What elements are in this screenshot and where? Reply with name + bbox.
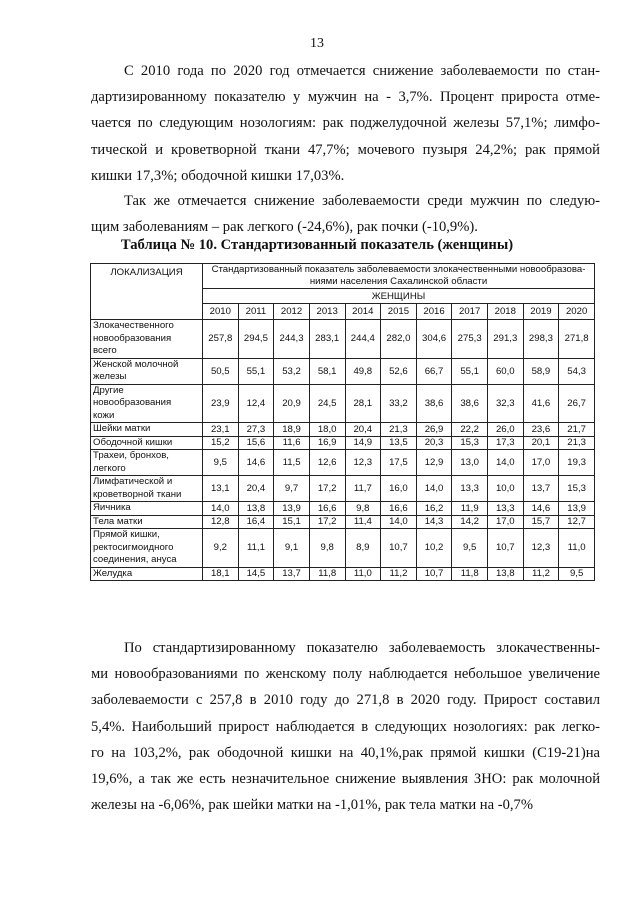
table-title: Таблица № 10. Стандартизованный показатель (женщины) xyxy=(120,237,514,253)
table-row xyxy=(91,515,595,529)
year-header-2013: 2013 xyxy=(309,304,345,320)
value-cell: 11,5 xyxy=(274,450,310,476)
value-cell: 26,9 xyxy=(416,423,452,437)
value-cell: 9,2 xyxy=(203,529,239,568)
value-cell: 28,1 xyxy=(345,384,381,423)
value-cell: 14,0 xyxy=(203,502,239,516)
text-line: ми новообразованиями по женскому полу наблюдается небольшое увеличение xyxy=(91,666,600,683)
table-row xyxy=(91,502,595,516)
row-label-line: кроветворной ткани xyxy=(93,488,182,500)
value-cell: 11,8 xyxy=(309,567,345,581)
value-cell: 271,8 xyxy=(559,320,595,359)
table-row xyxy=(91,320,595,359)
row-label-line: Лимфатической и xyxy=(93,476,173,487)
value-cell: 41,6 xyxy=(523,384,559,423)
row-label-line: всего xyxy=(93,345,117,356)
text-line: 19,6%, а так же есть незначительное снижение выявления ЗНО: рак молочной xyxy=(91,771,600,788)
column-header-localization: ЛОКАЛИЗАЦИЯ xyxy=(91,264,203,320)
value-cell: 17,2 xyxy=(309,476,345,502)
value-cell: 9,5 xyxy=(559,567,595,581)
value-cell: 14,6 xyxy=(523,502,559,516)
table-row xyxy=(91,529,595,568)
page-number: 13 xyxy=(310,36,324,51)
row-label xyxy=(91,450,203,476)
value-cell: 55,1 xyxy=(452,358,488,384)
row-label-line: соединения, ануса xyxy=(93,554,177,565)
value-cell: 20,4 xyxy=(345,423,381,437)
value-cell: 24,5 xyxy=(309,384,345,423)
value-cell: 12,7 xyxy=(559,515,595,529)
value-cell: 9,1 xyxy=(274,529,310,568)
value-cell: 304,6 xyxy=(416,320,452,359)
value-cell: 15,2 xyxy=(203,436,239,450)
value-cell: 10,0 xyxy=(488,476,524,502)
value-cell: 60,0 xyxy=(488,358,524,384)
value-cell: 38,6 xyxy=(452,384,488,423)
row-label xyxy=(91,529,203,568)
value-cell: 9,7 xyxy=(274,476,310,502)
text-line: кишки 17,3%; ободочной кишки 17,03%. xyxy=(91,167,345,184)
value-cell: 283,1 xyxy=(309,320,345,359)
value-cell: 38,6 xyxy=(416,384,452,423)
row-label-line: Тела матки xyxy=(93,515,143,527)
value-cell: 11,2 xyxy=(523,567,559,581)
row-label-line: Ободочной кишки xyxy=(93,436,173,448)
value-cell: 13,3 xyxy=(452,476,488,502)
text-line: щим заболеваниям – рак легкого (-24,6%), рак почки (-10,9%). xyxy=(91,219,478,236)
row-label-line: ректосигмоидного xyxy=(93,541,174,553)
value-cell: 14,6 xyxy=(238,450,274,476)
table-row xyxy=(91,567,595,581)
text-line: дартизированному показателю у мужчин на - 3,7%. Процент прироста отме- xyxy=(91,89,600,106)
value-cell: 33,2 xyxy=(381,384,417,423)
value-cell: 21,3 xyxy=(559,436,595,450)
value-cell: 17,3 xyxy=(488,436,524,450)
value-cell: 22,2 xyxy=(452,423,488,437)
value-cell: 18,1 xyxy=(203,567,239,581)
text-line: го на 103,2%, рак ободочной кишки на 40,1%,рак прямой кишки (С19-21)на xyxy=(91,744,600,761)
value-cell: 257,8 xyxy=(203,320,239,359)
value-cell: 282,0 xyxy=(381,320,417,359)
paragraph-women-incidence xyxy=(91,635,600,818)
value-cell: 10,7 xyxy=(381,529,417,568)
value-cell: 26,7 xyxy=(559,384,595,423)
value-cell: 14,3 xyxy=(416,515,452,529)
column-header-women: ЖЕНЩИНЫ xyxy=(203,289,595,304)
value-cell: 18,0 xyxy=(309,423,345,437)
value-cell: 21,3 xyxy=(381,423,417,437)
value-cell: 15,3 xyxy=(452,436,488,450)
value-cell: 54,3 xyxy=(559,358,595,384)
year-header-2019: 2019 xyxy=(523,304,559,320)
row-label-line: новообразования xyxy=(93,397,172,408)
value-cell: 11,8 xyxy=(452,567,488,581)
value-cell: 52,6 xyxy=(381,358,417,384)
paragraph-men-decline xyxy=(91,58,600,189)
text-line: По стандартизированному показателю заболеваемость злокачественны- xyxy=(124,640,600,656)
value-cell: 16,9 xyxy=(309,436,345,450)
value-cell: 16,6 xyxy=(381,502,417,516)
value-cell: 12,3 xyxy=(345,450,381,476)
year-header-2017: 2017 xyxy=(452,304,488,320)
year-header-2020: 2020 xyxy=(559,304,595,320)
year-header-2018: 2018 xyxy=(488,304,524,320)
value-cell: 244,4 xyxy=(345,320,381,359)
row-label xyxy=(91,515,203,529)
value-cell: 13,3 xyxy=(488,502,524,516)
value-cell: 15,6 xyxy=(238,436,274,450)
row-label-line: Женской молочной xyxy=(93,358,179,370)
value-cell: 21,7 xyxy=(559,423,595,437)
value-cell: 32,3 xyxy=(488,384,524,423)
value-cell: 14,0 xyxy=(488,450,524,476)
value-cell: 23,1 xyxy=(203,423,239,437)
row-label-line: кожи xyxy=(93,409,115,421)
value-cell: 20,3 xyxy=(416,436,452,450)
table-row xyxy=(91,476,595,502)
value-cell: 10,7 xyxy=(488,529,524,568)
value-cell: 9,5 xyxy=(203,450,239,476)
text-line: С 2010 года по 2020 год отмечается снижение заболеваемости по стан- xyxy=(124,63,600,79)
value-cell: 11,9 xyxy=(452,502,488,516)
value-cell: 12,8 xyxy=(203,515,239,529)
value-cell: 15,1 xyxy=(274,515,310,529)
value-cell: 13,8 xyxy=(488,567,524,581)
value-cell: 14,5 xyxy=(238,567,274,581)
value-cell: 58,1 xyxy=(309,358,345,384)
row-label-line: Шейки матки xyxy=(93,423,151,434)
year-header-2015: 2015 xyxy=(381,304,417,320)
row-label xyxy=(91,436,203,450)
row-label-line: легкого xyxy=(93,462,126,474)
year-header-2016: 2016 xyxy=(416,304,452,320)
row-label xyxy=(91,423,203,437)
value-cell: 244,3 xyxy=(274,320,310,359)
row-label-line: Желудка xyxy=(93,567,133,579)
value-cell: 10,2 xyxy=(416,529,452,568)
row-label-line: Другие xyxy=(93,384,124,396)
value-cell: 15,3 xyxy=(559,476,595,502)
value-cell: 19,3 xyxy=(559,450,595,476)
text-line: заболеваемости с 257,8 в 2010 году до 271,8 в 2020 году. Прирост составил xyxy=(91,692,600,709)
value-cell: 58,9 xyxy=(523,358,559,384)
table-row xyxy=(91,436,595,450)
value-cell: 11,7 xyxy=(345,476,381,502)
value-cell: 23,9 xyxy=(203,384,239,423)
value-cell: 13,7 xyxy=(274,567,310,581)
value-cell: 23,6 xyxy=(523,423,559,437)
value-cell: 14,2 xyxy=(452,515,488,529)
table-row xyxy=(91,423,595,437)
value-cell: 11,2 xyxy=(381,567,417,581)
value-cell: 11,1 xyxy=(238,529,274,568)
row-label-line: Яичника xyxy=(93,502,131,513)
value-cell: 12,3 xyxy=(523,529,559,568)
table-row xyxy=(91,450,595,476)
value-cell: 12,9 xyxy=(416,450,452,476)
year-header-2010: 2010 xyxy=(203,304,239,320)
text-line: 5,4%. Наибольший прирост наблюдается в следующих нозологиях: рак легко- xyxy=(91,718,600,735)
value-cell: 294,5 xyxy=(238,320,274,359)
value-cell: 50,5 xyxy=(203,358,239,384)
value-cell: 12,4 xyxy=(238,384,274,423)
value-cell: 26,0 xyxy=(488,423,524,437)
value-cell: 298,3 xyxy=(523,320,559,359)
row-label-line: железы xyxy=(93,371,127,382)
year-header-2011: 2011 xyxy=(238,304,274,320)
text-line: тической и кроветворной ткани 47,7%; мочевого пузыря 24,2%; рак прямой xyxy=(91,141,600,158)
value-cell: 53,2 xyxy=(274,358,310,384)
value-cell: 16,2 xyxy=(416,502,452,516)
value-cell: 14,0 xyxy=(381,515,417,529)
value-cell: 13,1 xyxy=(203,476,239,502)
table-row xyxy=(91,384,595,423)
table-description-header xyxy=(203,264,595,289)
value-cell: 20,1 xyxy=(523,436,559,450)
year-header-2012: 2012 xyxy=(274,304,310,320)
value-cell: 17,0 xyxy=(488,515,524,529)
row-label xyxy=(91,502,203,516)
value-cell: 13,9 xyxy=(274,502,310,516)
value-cell: 55,1 xyxy=(238,358,274,384)
row-label-line: Прямой кишки, xyxy=(93,529,160,540)
text-line: Так же отмечается снижение заболеваемости среди мужчин по следую- xyxy=(124,193,600,209)
value-cell: 27,3 xyxy=(238,423,274,437)
row-label xyxy=(91,320,203,359)
value-cell: 14,9 xyxy=(345,436,381,450)
value-cell: 16,6 xyxy=(309,502,345,516)
value-cell: 10,7 xyxy=(416,567,452,581)
value-cell: 9,5 xyxy=(452,529,488,568)
value-cell: 16,4 xyxy=(238,515,274,529)
value-cell: 12,6 xyxy=(309,450,345,476)
value-cell: 17,2 xyxy=(309,515,345,529)
row-label xyxy=(91,567,203,581)
row-label-line: Трахеи, бронхов, xyxy=(93,450,169,461)
value-cell: 17,5 xyxy=(381,450,417,476)
value-cell: 13,5 xyxy=(381,436,417,450)
row-label-line: новообразования xyxy=(93,332,172,344)
value-cell: 11,0 xyxy=(345,567,381,581)
value-cell: 13,9 xyxy=(559,502,595,516)
year-header-2014: 2014 xyxy=(345,304,381,320)
value-cell: 291,3 xyxy=(488,320,524,359)
value-cell: 8,9 xyxy=(345,529,381,568)
incidence-table xyxy=(90,263,595,581)
value-cell: 275,3 xyxy=(452,320,488,359)
value-cell: 13,8 xyxy=(238,502,274,516)
text-line: железы на -6,06%, рак шейки матки на -1,01%, рак тела матки на -0,7% xyxy=(91,797,533,814)
row-label xyxy=(91,476,203,502)
paragraph-men-decrease xyxy=(91,188,600,240)
value-cell: 14,0 xyxy=(416,476,452,502)
table-description-line-2: ниями населения Сахалинской области xyxy=(309,276,488,287)
row-label xyxy=(91,358,203,384)
value-cell: 9,8 xyxy=(345,502,381,516)
value-cell: 49,8 xyxy=(345,358,381,384)
row-label-line: Злокачественного xyxy=(93,320,174,331)
value-cell: 11,6 xyxy=(274,436,310,450)
value-cell: 15,7 xyxy=(523,515,559,529)
value-cell: 11,4 xyxy=(345,515,381,529)
table-description-line-1: Стандартизованный показатель заболеваемости злокачественными новообразова- xyxy=(211,264,586,275)
text-line: чается по следующим нозологиям: рак поджелудочной железы 57,1%; лимфо- xyxy=(91,115,600,132)
value-cell: 20,4 xyxy=(238,476,274,502)
value-cell: 18,9 xyxy=(274,423,310,437)
row-label xyxy=(91,384,203,423)
table-body xyxy=(91,320,595,581)
value-cell: 17,0 xyxy=(523,450,559,476)
value-cell: 13,7 xyxy=(523,476,559,502)
value-cell: 9,8 xyxy=(309,529,345,568)
value-cell: 20,9 xyxy=(274,384,310,423)
table-row xyxy=(91,358,595,384)
value-cell: 13,0 xyxy=(452,450,488,476)
value-cell: 11,0 xyxy=(559,529,595,568)
value-cell: 66,7 xyxy=(416,358,452,384)
value-cell: 16,0 xyxy=(381,476,417,502)
